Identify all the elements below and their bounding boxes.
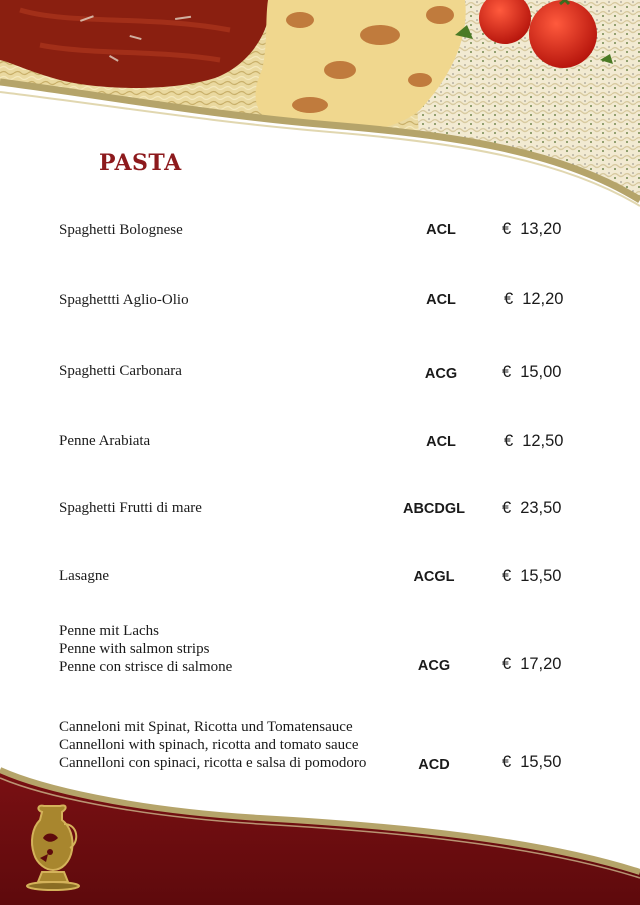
item-price: € 12,20 <box>504 290 564 308</box>
item-name: Canneloni mit Spinat, Ricotta und Tomatensauce Cannelloni with spinach, ricotta and tomato sauce Cannelloni con spinaci, ricotta e salsa di pomodoro <box>59 719 367 771</box>
hero-pasta-image <box>0 0 640 210</box>
item-price: € 15,00 <box>502 363 562 381</box>
item-name: Penne Arabiata <box>59 433 151 449</box>
allergen-codes: ACL <box>426 222 456 238</box>
item-price: € 15,50 <box>502 567 562 585</box>
item-name: Spaghettti Aglio-Olio <box>59 292 189 308</box>
wine-jug-logo-icon <box>18 798 88 896</box>
allergen-codes: ACL <box>426 434 456 450</box>
item-name: Penne mit Lachs Penne with salmon strips Penne con strisce di salmone <box>59 623 233 675</box>
allergen-codes: ACG <box>424 366 458 382</box>
item-name: Spaghetti Carbonara <box>59 363 182 379</box>
item-price: € 13,20 <box>502 220 562 238</box>
allergen-codes: ACGL <box>413 569 455 585</box>
footer-band <box>0 760 640 905</box>
item-name: Spaghetti Frutti di mare <box>59 500 202 516</box>
allergen-codes: ACL <box>426 292 456 308</box>
item-price: € 23,50 <box>502 499 562 517</box>
item-price: € 12,50 <box>504 432 564 450</box>
allergen-codes: ACG <box>417 658 451 674</box>
allergen-codes: ACD <box>418 757 450 773</box>
section-title: PASTA <box>99 150 182 176</box>
item-name: Lasagne <box>59 568 109 584</box>
item-price: € 17,20 <box>502 655 562 673</box>
allergen-codes: ABCDGL <box>402 501 466 517</box>
item-price: € 15,50 <box>502 753 562 771</box>
item-name: Spaghetti Bolognese <box>59 222 183 238</box>
